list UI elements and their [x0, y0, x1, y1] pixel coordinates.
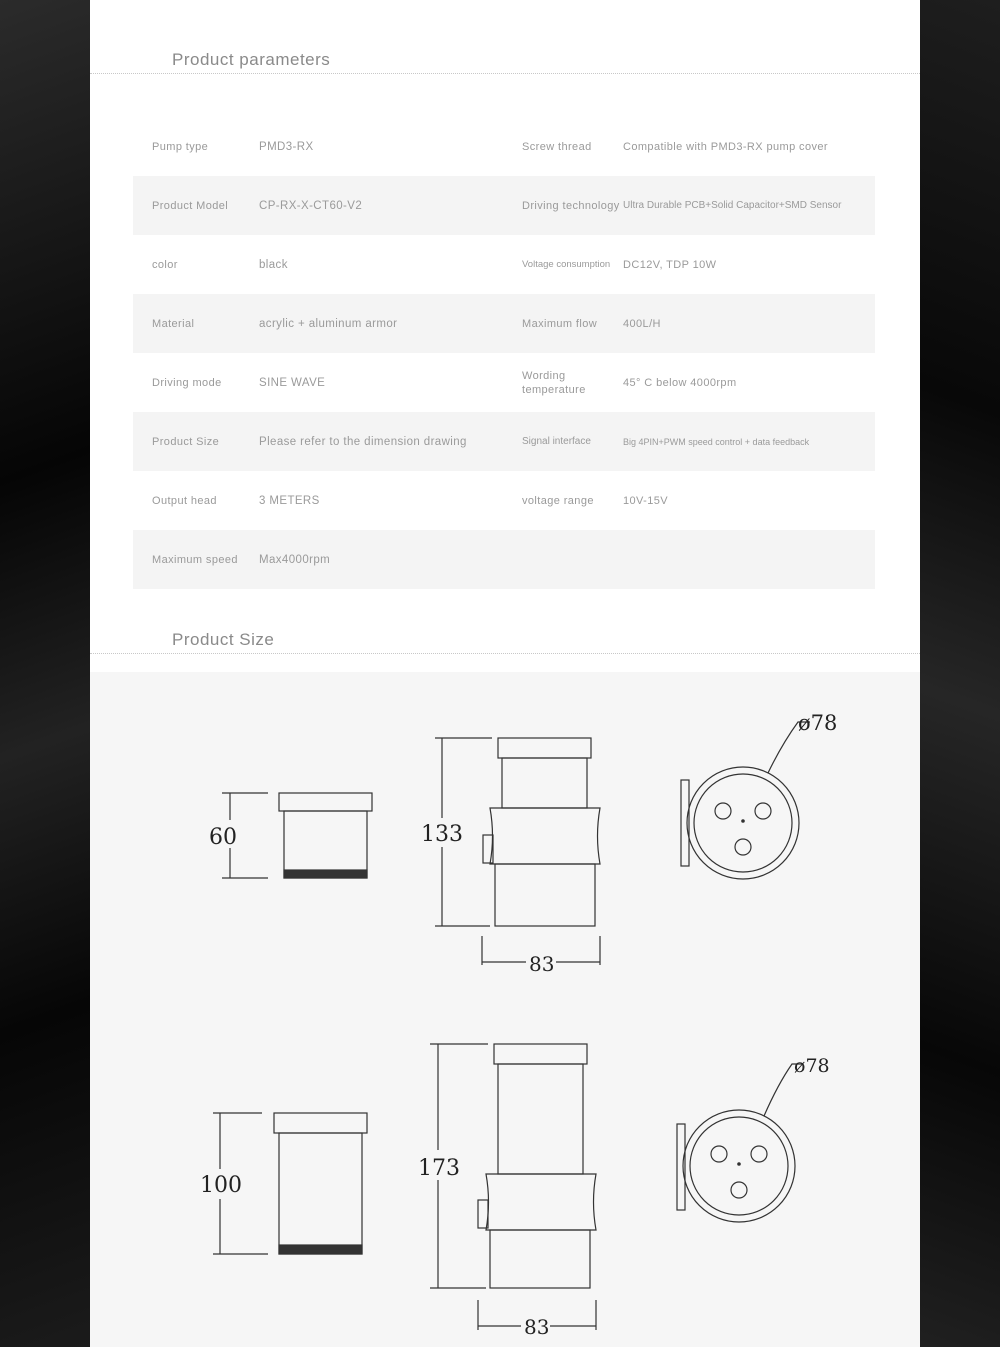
param-label [522, 530, 620, 589]
param-label: voltage range [522, 494, 594, 507]
dimension-drawing-svg [90, 672, 920, 1347]
param-value: 45° C below 4000rpm [623, 376, 737, 389]
table-row [133, 235, 875, 294]
param-value: Please refer to the dimension drawing [259, 435, 467, 448]
small-reservoir-height-label: 60 [209, 825, 237, 850]
table-row [133, 176, 875, 235]
param-value: DC12V, TDP 10W [623, 258, 717, 271]
param-label: Driving technology [522, 199, 620, 212]
table-row [133, 353, 875, 412]
large-reservoir-outline [274, 1113, 367, 1254]
small-pump-width-label: 83 [529, 952, 555, 976]
table-row [133, 117, 875, 176]
param-label: color [152, 258, 178, 271]
small-pump-height-label: 133 [421, 822, 463, 847]
param-label: Product Model [152, 199, 229, 212]
param-label: Material [152, 317, 195, 330]
background-left [0, 0, 90, 1347]
parameters-table [133, 117, 875, 589]
small-pump-dimension-line [435, 738, 600, 965]
param-value: black [259, 258, 288, 271]
param-label: Voltage consumption [522, 258, 611, 270]
param-value [623, 530, 873, 589]
dimension-drawings [90, 672, 920, 1347]
large-pump-top-view [677, 1064, 802, 1222]
param-value: 3 METERS [259, 494, 320, 507]
param-value: 400L/H [623, 317, 661, 330]
param-value: Big 4PIN+PWM speed control + data feedback [623, 436, 810, 447]
param-value: 10V-15V [623, 494, 669, 507]
small-reservoir-outline [279, 793, 372, 878]
table-row [133, 471, 875, 530]
param-label: Wording temperature [522, 369, 586, 396]
param-value: Max4000rpm [259, 553, 331, 566]
param-value: CP-RX-X-CT60-V2 [259, 199, 363, 212]
param-label: Output head [152, 494, 217, 507]
small-pump-top-view [681, 722, 810, 879]
param-value: PMD3-RX [259, 140, 314, 153]
param-value: Ultra Durable PCB+Solid Capacitor+SMD Sensor [623, 199, 842, 211]
size-section-title: Product Size [172, 630, 275, 649]
small-pump-diameter-label: ø78 [798, 711, 838, 735]
small-pump-outline [483, 738, 600, 926]
param-label: Signal interface [522, 435, 591, 447]
param-label: Pump type [152, 140, 209, 153]
param-label: Product Size [152, 435, 220, 448]
large-pump-height-label: 173 [418, 1156, 460, 1181]
param-label: Maximum flow [522, 317, 598, 330]
large-pump-width-label: 83 [524, 1315, 550, 1339]
large-reservoir-height-label: 100 [200, 1173, 242, 1198]
large-pump-outline [478, 1044, 596, 1288]
parameters-section-title: Product parameters [172, 50, 331, 69]
param-label: Maximum speed [152, 553, 238, 566]
large-pump-dimension-line [430, 1044, 596, 1330]
table-row [133, 412, 875, 471]
param-label: Screw thread [522, 140, 592, 153]
param-label: Driving mode [152, 376, 222, 389]
table-row [133, 294, 875, 353]
large-pump-diameter-label: ø78 [794, 1055, 830, 1077]
parameters-divider [90, 73, 920, 74]
param-value: SINE WAVE [259, 376, 326, 389]
size-divider [90, 653, 920, 654]
product-page [90, 0, 920, 1347]
param-value: Compatible with PMD3-RX pump cover [623, 140, 828, 153]
param-value: acrylic + aluminum armor [259, 317, 398, 330]
table-row [133, 530, 875, 589]
background-right [920, 0, 1000, 1347]
